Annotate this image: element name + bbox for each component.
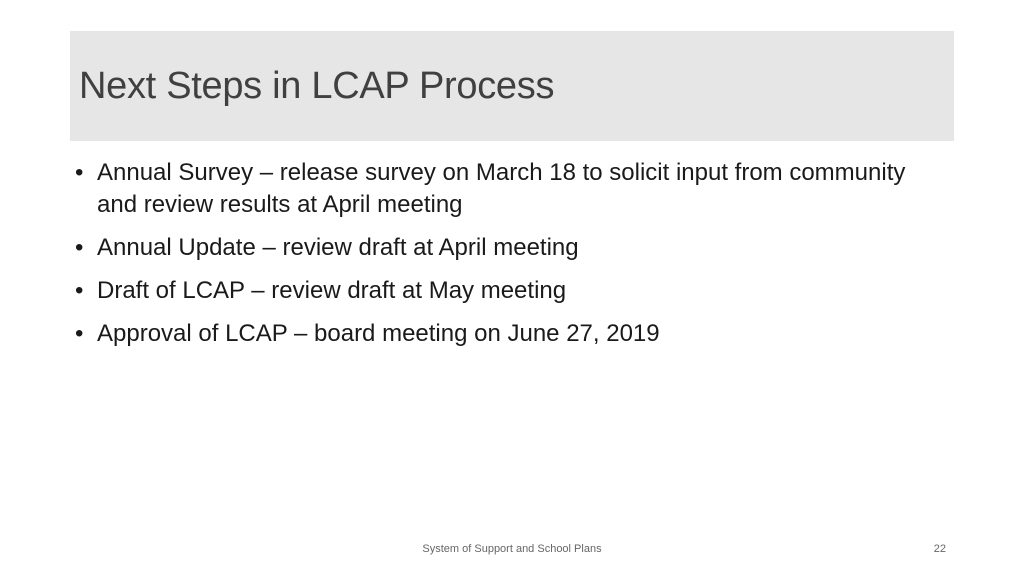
bullet-icon: • <box>75 277 84 304</box>
bullet-icon: • <box>75 234 84 261</box>
bullet-item <box>73 157 943 221</box>
bullet-text: Draft of LCAP – review draft at May meeting <box>97 277 567 304</box>
slide-footer: System of Support and School Plans <box>422 543 602 555</box>
bullet-item <box>73 275 943 307</box>
title-band <box>70 31 954 141</box>
bullet-item <box>73 318 943 350</box>
bullet-icon: • <box>75 159 84 186</box>
bullet-text: Annual Update – review draft at April meeting <box>97 234 579 261</box>
bullet-icon: • <box>75 320 84 347</box>
bullet-item <box>73 232 943 264</box>
bullet-text: Annual Survey – release survey on March 18 to solicit input from community and review results at April meeting <box>97 159 906 218</box>
page-number: 22 <box>933 543 946 555</box>
bullet-list <box>73 157 943 361</box>
bullet-text: Approval of LCAP – board meeting on June 27, 2019 <box>97 320 660 347</box>
slide-title: Next Steps in LCAP Process <box>79 65 555 107</box>
